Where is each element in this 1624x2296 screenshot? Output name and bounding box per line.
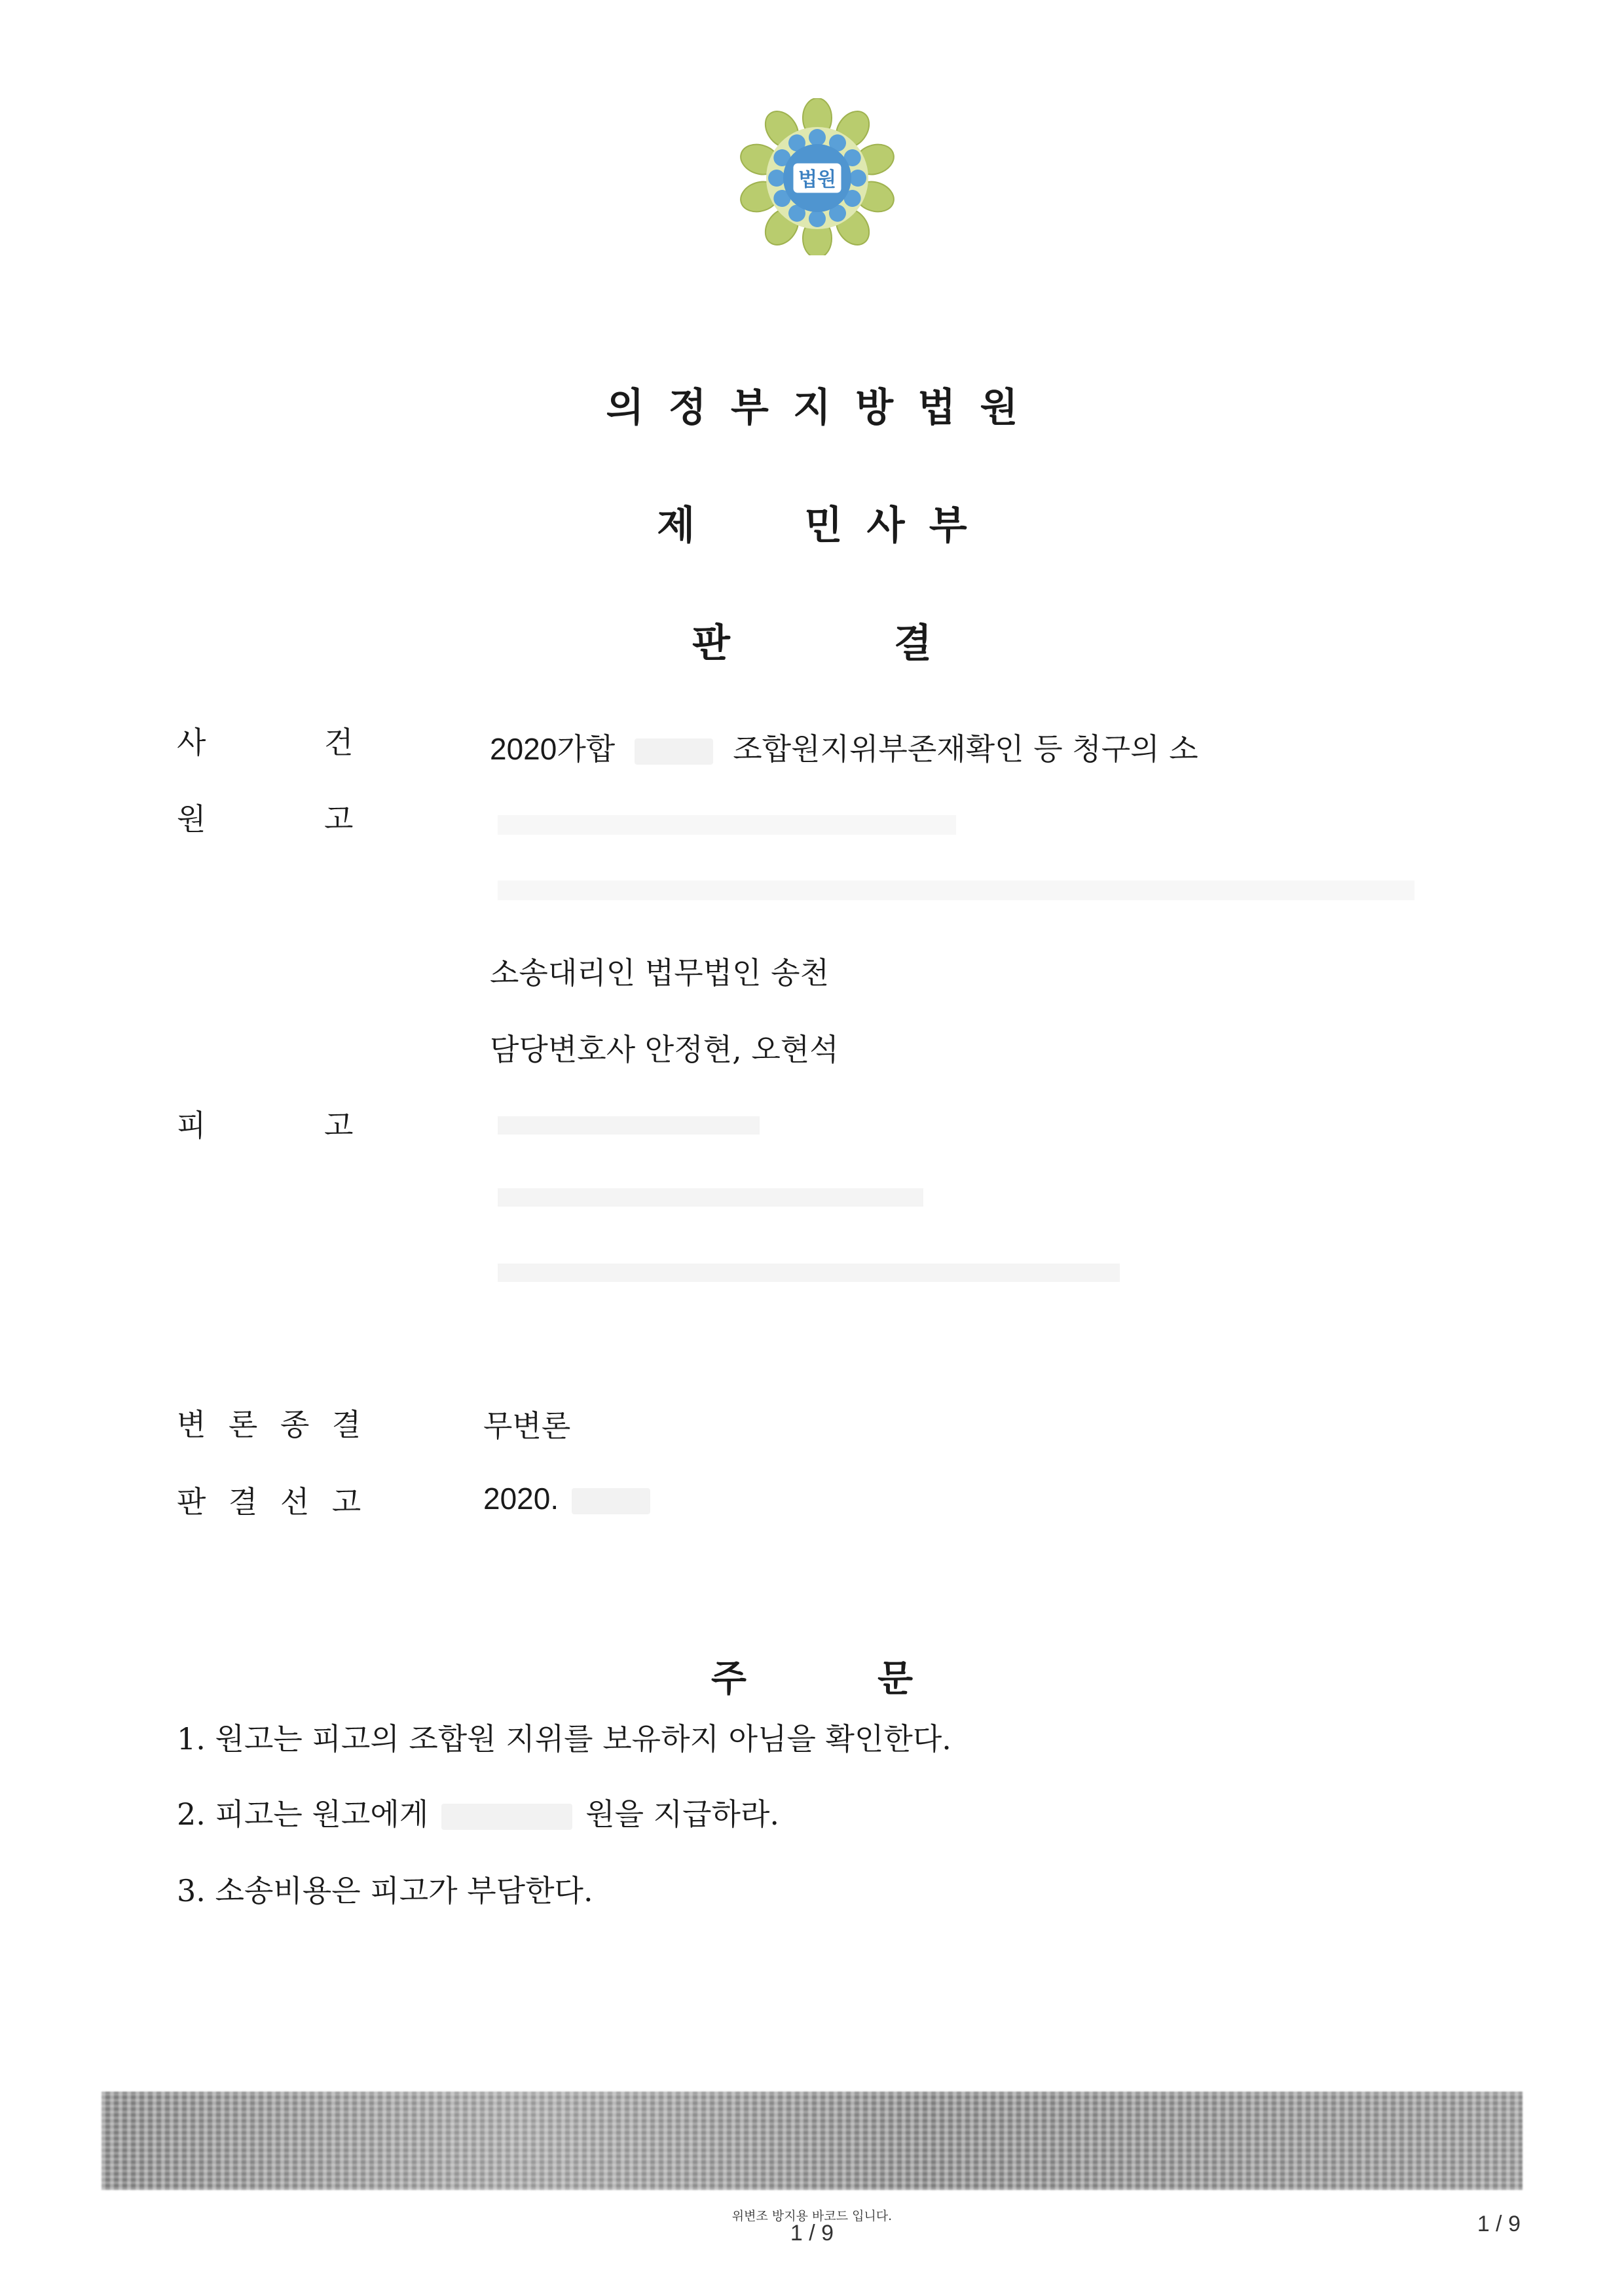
redacted-defendant-address-2 bbox=[498, 1264, 1120, 1282]
doc-type-left: 판 bbox=[692, 621, 730, 666]
order-item-1: 1. 원고는 피고의 조합원 지위를 보유하지 아님을 확인한다. bbox=[177, 1721, 951, 1757]
order-title-right: 문 bbox=[877, 1657, 913, 1700]
case-label bbox=[177, 719, 354, 762]
case-value bbox=[490, 725, 1198, 769]
defendant-label-b: 고 bbox=[324, 1108, 354, 1143]
court-emblem-icon bbox=[732, 98, 902, 255]
case-label-b: 건 bbox=[324, 725, 354, 760]
court-name: 의정부지방법원 bbox=[606, 385, 1043, 431]
emblem-text: 법원 bbox=[798, 168, 836, 191]
doc-type-right: 결 bbox=[894, 621, 932, 666]
case-number: 2020가합 bbox=[490, 732, 616, 766]
order-title bbox=[0, 1650, 1624, 1702]
document-type bbox=[0, 612, 1624, 668]
defendant-label-a: 피 bbox=[177, 1108, 206, 1143]
defendant-label bbox=[177, 1102, 354, 1145]
redacted-plaintiff-address bbox=[498, 881, 1414, 900]
barcode-note: 위변조 방지용 바코드 입니다. bbox=[731, 2209, 893, 2223]
anti-forgery-barcode bbox=[101, 2092, 1522, 2190]
closing-value: 무변론 bbox=[483, 1408, 571, 1444]
division-name bbox=[0, 494, 1624, 551]
division-suffix: 민사부 bbox=[804, 503, 991, 549]
redacted-defendant-address-1 bbox=[498, 1188, 923, 1207]
division-prefix: 제 bbox=[657, 503, 720, 549]
case-title: 조합원지위부존재확인 등 청구의 소 bbox=[733, 731, 1198, 767]
redacted-plaintiff-name bbox=[498, 815, 956, 835]
plaintiff-label-a: 원 bbox=[177, 801, 206, 837]
order-item-2 bbox=[177, 1791, 779, 1834]
plaintiff-label bbox=[177, 795, 354, 839]
closing-label: 변론종결 bbox=[177, 1407, 384, 1442]
case-label-a: 사 bbox=[177, 725, 206, 760]
order-title-left: 주 bbox=[710, 1657, 747, 1700]
plaintiff-counsel: 소송대리인 법무법인 송천 bbox=[490, 955, 830, 991]
judgment-date-label: 판결선고 bbox=[177, 1484, 384, 1520]
redacted-judgment-date bbox=[572, 1488, 650, 1514]
order-item-2-pre: 2. 피고는 원고에게 bbox=[177, 1796, 429, 1832]
judgment-date-value bbox=[483, 1481, 650, 1516]
redacted-case-number bbox=[635, 738, 713, 765]
redacted-defendant-name bbox=[498, 1116, 760, 1135]
page-number-center: 1 / 9 bbox=[790, 2221, 834, 2246]
plaintiff-attorneys: 담당변호사 안정현, 오현석 bbox=[490, 1032, 839, 1067]
judgment-date-text: 2020. bbox=[483, 1482, 559, 1516]
redacted-amount bbox=[441, 1804, 572, 1830]
order-item-3: 3. 소송비용은 피고가 부담한다. bbox=[177, 1873, 593, 1908]
order-item-2-post: 원을 지급하라. bbox=[585, 1796, 780, 1832]
page-number-right: 1 / 9 bbox=[1477, 2212, 1521, 2236]
plaintiff-label-b: 고 bbox=[324, 801, 354, 837]
